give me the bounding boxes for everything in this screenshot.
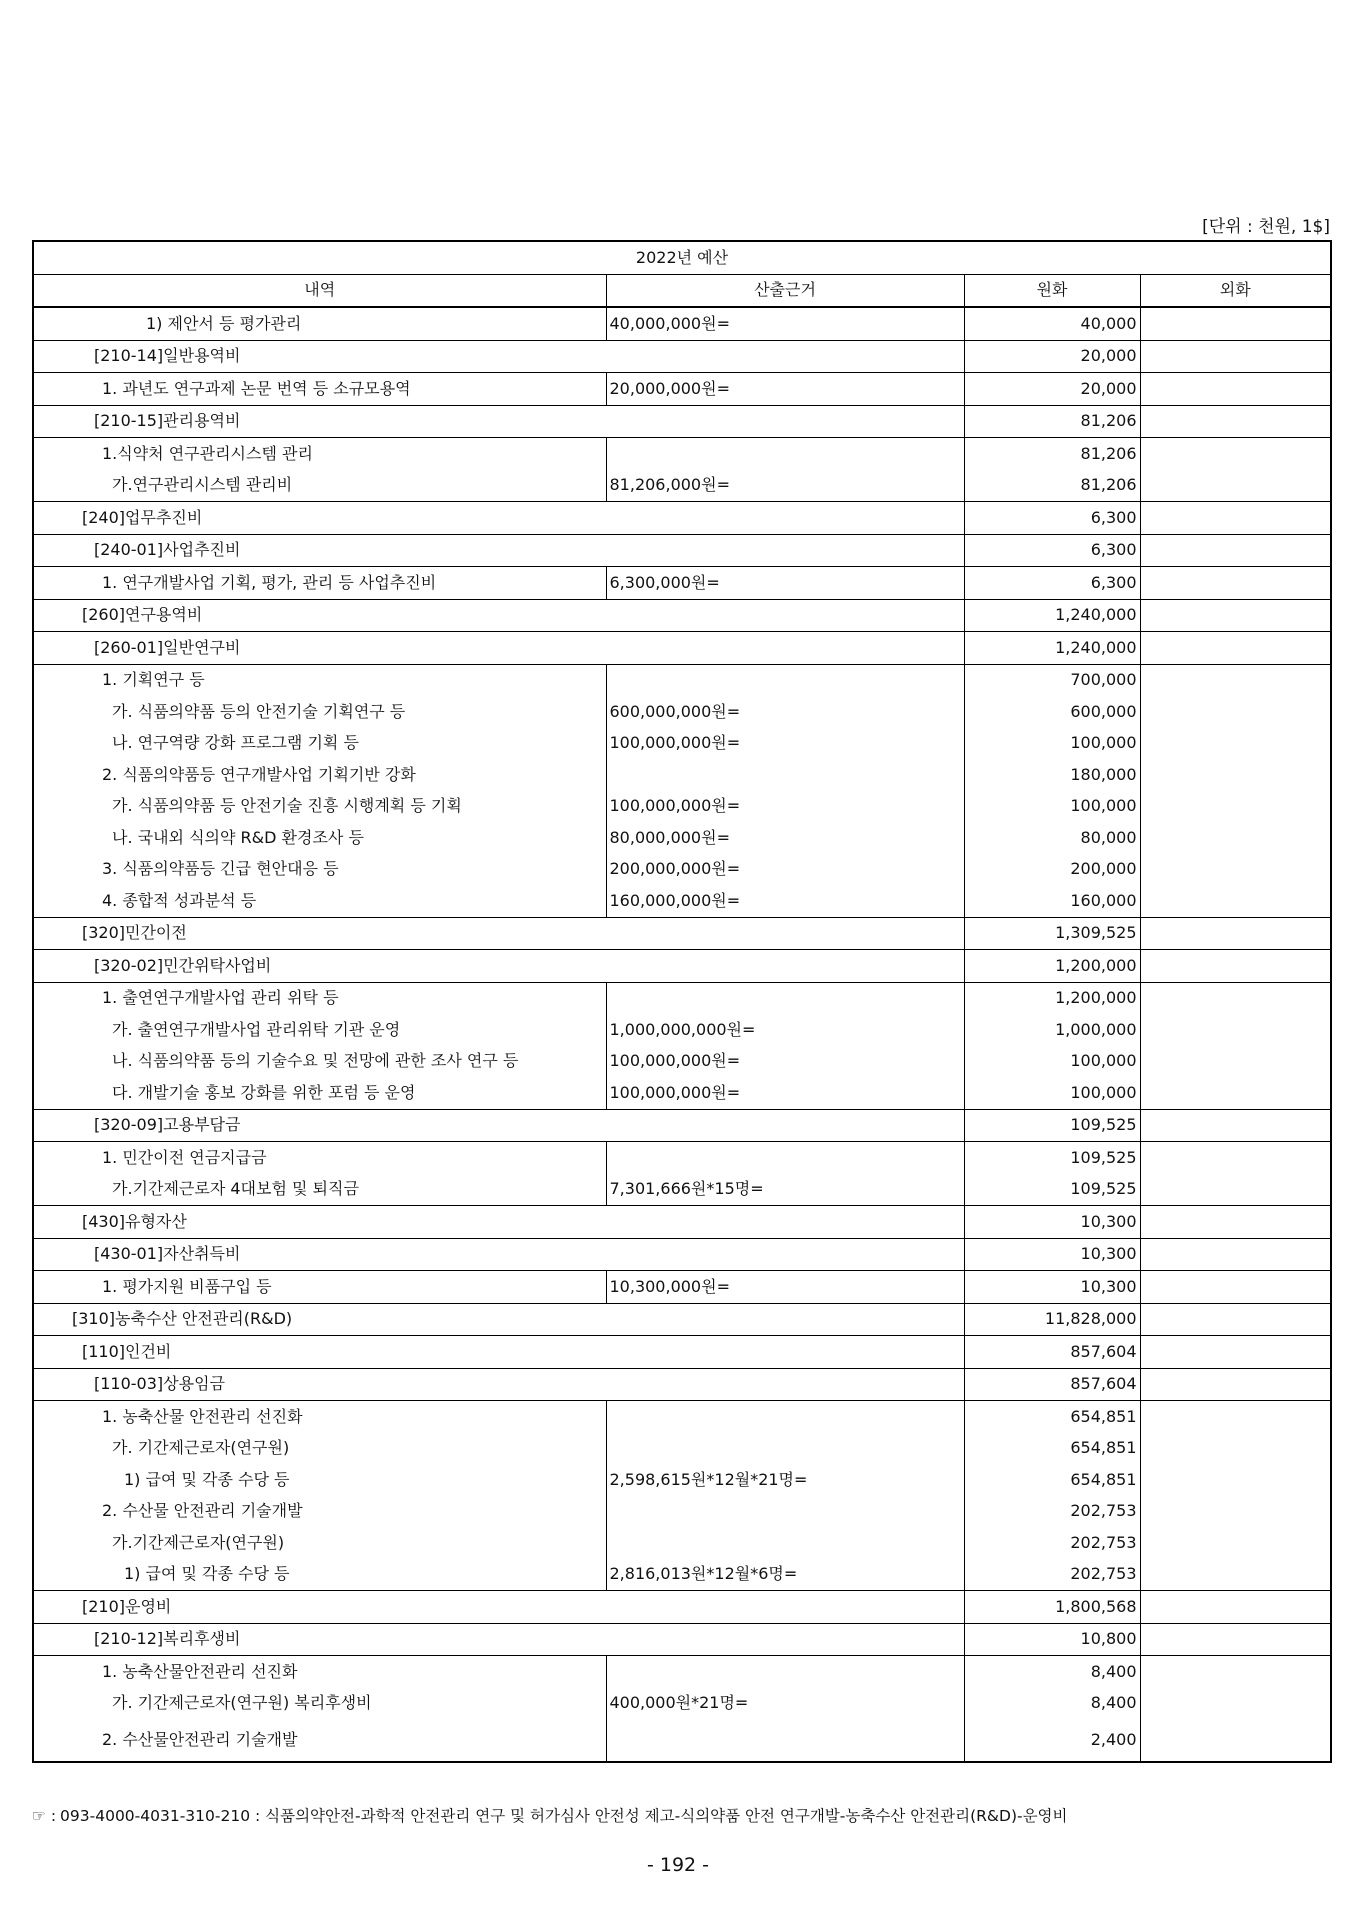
row-krw: 200,000 (964, 854, 1140, 886)
row-basis: 400,000원*21명= (606, 1688, 964, 1720)
budget-table (32, 240, 1332, 1763)
table-row (33, 885, 1331, 917)
table-row (33, 1206, 1331, 1239)
page-number: - 192 - (646, 1854, 710, 1876)
row-krw: 40,000 (964, 307, 1140, 340)
row-label: [210-14]일반용역비 (33, 340, 964, 373)
row-krw: 10,300 (964, 1271, 1140, 1304)
row-label: [310]농축수산 안전관리(R&D) (33, 1303, 964, 1336)
row-label: 1. 연구개발사업 기획, 평가, 관리 등 사업추진비 (33, 567, 606, 600)
row-krw: 6,300 (964, 534, 1140, 567)
row-krw: 109,525 (964, 1109, 1140, 1142)
row-krw: 160,000 (964, 885, 1140, 917)
row-label: 3. 식품의약품등 긴급 현안대응 등 (33, 854, 606, 886)
row-label: 나. 연구역량 강화 프로그램 기획 등 (33, 728, 606, 760)
row-krw: 100,000 (964, 1077, 1140, 1109)
row-krw: 81,206 (964, 470, 1140, 502)
row-basis (606, 1527, 964, 1559)
row-label: [110-03]상용임금 (33, 1368, 964, 1401)
row-label: 1. 기획연구 등 (33, 664, 606, 696)
row-label: [240]업무추진비 (33, 502, 964, 535)
row-krw: 6,300 (964, 567, 1140, 600)
row-foreign (1140, 1046, 1331, 1078)
footnote-pointer-icon: ☞ : (32, 1807, 57, 1825)
row-foreign (1140, 1719, 1331, 1762)
row-basis: 2,598,615원*12월*21명= (606, 1464, 964, 1496)
row-basis: 600,000,000원= (606, 696, 964, 728)
table-row (33, 1401, 1331, 1433)
table-row (33, 1303, 1331, 1336)
row-basis (606, 1433, 964, 1465)
row-label: 1) 급여 및 각종 수당 등 (33, 1559, 606, 1591)
row-krw: 1,240,000 (964, 632, 1140, 665)
row-foreign (1140, 1238, 1331, 1271)
row-krw: 1,800,568 (964, 1591, 1140, 1624)
table-row (33, 1142, 1331, 1174)
row-label: 가. 기간제근로자(연구원) (33, 1433, 606, 1465)
row-krw: 20,000 (964, 373, 1140, 406)
row-krw: 100,000 (964, 1046, 1140, 1078)
table-row (33, 599, 1331, 632)
row-label: 1. 과년도 연구과제 논문 번역 등 소규모용역 (33, 373, 606, 406)
row-krw: 202,753 (964, 1559, 1140, 1591)
table-row (33, 950, 1331, 983)
row-label: 2. 수산물 안전관리 기술개발 (33, 1496, 606, 1528)
row-krw: 857,604 (964, 1368, 1140, 1401)
row-basis (606, 438, 964, 470)
row-foreign (1140, 696, 1331, 728)
row-basis (606, 1719, 964, 1762)
row-basis: 6,300,000원= (606, 567, 964, 600)
row-label: 나. 국내외 식의약 R&D 환경조사 등 (33, 822, 606, 854)
row-krw: 1,200,000 (964, 950, 1140, 983)
row-krw: 654,851 (964, 1464, 1140, 1496)
row-krw: 600,000 (964, 696, 1140, 728)
table-row (33, 1496, 1331, 1528)
row-krw: 654,851 (964, 1401, 1140, 1433)
table-row (33, 534, 1331, 567)
row-foreign (1140, 599, 1331, 632)
row-krw: 10,300 (964, 1206, 1140, 1239)
table-row (33, 470, 1331, 502)
row-foreign (1140, 759, 1331, 791)
row-krw: 202,753 (964, 1527, 1140, 1559)
row-basis (606, 1142, 964, 1174)
row-foreign (1140, 917, 1331, 950)
row-krw: 2,400 (964, 1719, 1140, 1762)
row-basis (606, 1496, 964, 1528)
row-label: 가.연구관리시스템 관리비 (33, 470, 606, 502)
row-basis (606, 664, 964, 696)
table-row (33, 822, 1331, 854)
row-foreign (1140, 791, 1331, 823)
row-basis: 10,300,000원= (606, 1271, 964, 1304)
row-krw: 100,000 (964, 728, 1140, 760)
row-basis: 40,000,000원= (606, 307, 964, 340)
row-label: [320]민간이전 (33, 917, 964, 950)
row-krw: 81,206 (964, 405, 1140, 438)
row-foreign (1140, 950, 1331, 983)
row-krw: 202,753 (964, 1496, 1140, 1528)
row-foreign (1140, 1206, 1331, 1239)
table-row (33, 1174, 1331, 1206)
table-row (33, 1077, 1331, 1109)
row-krw: 654,851 (964, 1433, 1140, 1465)
table-row (33, 1623, 1331, 1656)
row-label: 다. 개발기술 홍보 강화를 위한 포럼 등 운영 (33, 1077, 606, 1109)
row-krw: 109,525 (964, 1174, 1140, 1206)
row-label: 가. 식품의약품 등의 안전기술 기획연구 등 (33, 696, 606, 728)
table-row (33, 1688, 1331, 1720)
row-label: [320-02]민간위탁사업비 (33, 950, 964, 983)
table-row (33, 340, 1331, 373)
row-foreign (1140, 1623, 1331, 1656)
table-row (33, 1368, 1331, 1401)
row-foreign (1140, 854, 1331, 886)
header-item: 내역 (33, 274, 606, 307)
row-foreign (1140, 373, 1331, 406)
table-row (33, 405, 1331, 438)
table-row (33, 1109, 1331, 1142)
table-row (33, 759, 1331, 791)
table-row (33, 791, 1331, 823)
header-foreign: 외화 (1140, 274, 1331, 307)
row-krw: 1,240,000 (964, 599, 1140, 632)
row-label: 가. 출연연구개발사업 관리위탁 기관 운영 (33, 1014, 606, 1046)
row-label: [430]유형자산 (33, 1206, 964, 1239)
row-foreign (1140, 1401, 1331, 1433)
row-krw: 10,300 (964, 1238, 1140, 1271)
row-krw: 20,000 (964, 340, 1140, 373)
row-krw: 8,400 (964, 1688, 1140, 1720)
table-row (33, 1591, 1331, 1624)
row-foreign (1140, 405, 1331, 438)
row-krw: 6,300 (964, 502, 1140, 535)
table-row (33, 502, 1331, 535)
table-row (33, 982, 1331, 1014)
row-foreign (1140, 534, 1331, 567)
header-krw: 원화 (964, 274, 1140, 307)
row-foreign (1140, 340, 1331, 373)
row-basis: 1,000,000,000원= (606, 1014, 964, 1046)
row-basis: 100,000,000원= (606, 791, 964, 823)
row-foreign (1140, 1496, 1331, 1528)
row-foreign (1140, 1109, 1331, 1142)
row-foreign (1140, 307, 1331, 340)
row-label: [430-01]자산취득비 (33, 1238, 964, 1271)
row-krw: 80,000 (964, 822, 1140, 854)
row-foreign (1140, 1591, 1331, 1624)
row-foreign (1140, 822, 1331, 854)
table-row (33, 632, 1331, 665)
row-label: 가.기간제근로자(연구원) (33, 1527, 606, 1559)
row-basis (606, 1656, 964, 1688)
row-basis: 200,000,000원= (606, 854, 964, 886)
footnote (32, 1804, 1068, 1826)
row-basis: 100,000,000원= (606, 1077, 964, 1109)
table-row (33, 728, 1331, 760)
row-label: 1. 평가지원 비품구입 등 (33, 1271, 606, 1304)
row-foreign (1140, 1014, 1331, 1046)
table-row (33, 1271, 1331, 1304)
row-label: 1. 농축산물안전관리 선진화 (33, 1656, 606, 1688)
table-row (33, 1238, 1331, 1271)
row-foreign (1140, 470, 1331, 502)
row-foreign (1140, 1464, 1331, 1496)
row-basis: 160,000,000원= (606, 885, 964, 917)
row-foreign (1140, 1368, 1331, 1401)
row-basis: 7,301,666원*15명= (606, 1174, 964, 1206)
row-foreign (1140, 982, 1331, 1014)
table-row (33, 696, 1331, 728)
row-label: 나. 식품의약품 등의 기술수요 및 전망에 관한 조사 연구 등 (33, 1046, 606, 1078)
row-krw: 1,200,000 (964, 982, 1140, 1014)
row-foreign (1140, 438, 1331, 470)
row-label: [210-15]관리용역비 (33, 405, 964, 438)
row-krw: 1,309,525 (964, 917, 1140, 950)
row-krw: 109,525 (964, 1142, 1140, 1174)
unit-note: [단위 : 천원, 1$] (1202, 217, 1330, 237)
table-row (33, 1014, 1331, 1046)
table-row (33, 1527, 1331, 1559)
row-basis (606, 1401, 964, 1433)
table-row (33, 917, 1331, 950)
row-label: 1. 농축산물 안전관리 선진화 (33, 1401, 606, 1433)
row-foreign (1140, 1559, 1331, 1591)
row-foreign (1140, 885, 1331, 917)
row-label: [260-01]일반연구비 (33, 632, 964, 665)
row-foreign (1140, 1656, 1331, 1688)
footnote-text: 093-4000-4031-310-210 : 식품의약안전-과학적 안전관리 연구 및 허가심사 안전성 제고-식의약품 안전 연구개발-농축수산 안전관리(R&D)-운영비 (60, 1807, 1068, 1825)
row-foreign (1140, 1077, 1331, 1109)
row-label: 4. 종합적 성과분석 등 (33, 885, 606, 917)
row-label: 2. 식품의약품등 연구개발사업 기획기반 강화 (33, 759, 606, 791)
row-krw: 700,000 (964, 664, 1140, 696)
row-label: [260]연구용역비 (33, 599, 964, 632)
table-row (33, 1464, 1331, 1496)
row-label: 1. 출연연구개발사업 관리 위탁 등 (33, 982, 606, 1014)
row-basis: 80,000,000원= (606, 822, 964, 854)
row-krw: 10,800 (964, 1623, 1140, 1656)
row-label: [320-09]고용부담금 (33, 1109, 964, 1142)
row-basis (606, 982, 964, 1014)
row-label: [210-12]복리후생비 (33, 1623, 964, 1656)
row-basis: 81,206,000원= (606, 470, 964, 502)
table-row (33, 1433, 1331, 1465)
row-foreign (1140, 502, 1331, 535)
table-row (33, 1559, 1331, 1591)
row-krw: 11,828,000 (964, 1303, 1140, 1336)
row-basis: 100,000,000원= (606, 1046, 964, 1078)
table-row (33, 854, 1331, 886)
row-foreign (1140, 1271, 1331, 1304)
row-label: 가. 식품의약품 등 안전기술 진흥 시행계획 등 기획 (33, 791, 606, 823)
row-basis: 2,816,013원*12월*6명= (606, 1559, 964, 1591)
table-row (33, 664, 1331, 696)
row-label: 2. 수산물안전관리 기술개발 (33, 1719, 606, 1762)
row-label: 가.기간제근로자 4대보험 및 퇴직금 (33, 1174, 606, 1206)
table-row (33, 1719, 1331, 1762)
row-label: 1) 제안서 등 평가관리 (33, 307, 606, 340)
row-label: [110]인건비 (33, 1336, 964, 1369)
row-foreign (1140, 664, 1331, 696)
row-krw: 8,400 (964, 1656, 1140, 1688)
row-foreign (1140, 1142, 1331, 1174)
row-label: 1.식약처 연구관리시스템 관리 (33, 438, 606, 470)
row-krw: 81,206 (964, 438, 1140, 470)
row-label: [210]운영비 (33, 1591, 964, 1624)
row-krw: 1,000,000 (964, 1014, 1140, 1046)
row-basis (606, 759, 964, 791)
table-row (33, 438, 1331, 470)
row-krw: 180,000 (964, 759, 1140, 791)
row-label: 가. 기간제근로자(연구원) 복리후생비 (33, 1688, 606, 1720)
table-row (33, 1336, 1331, 1369)
row-label: 1. 민간이전 연금지급금 (33, 1142, 606, 1174)
row-krw: 100,000 (964, 791, 1140, 823)
row-basis: 100,000,000원= (606, 728, 964, 760)
table-row (33, 567, 1331, 600)
row-foreign (1140, 728, 1331, 760)
row-foreign (1140, 632, 1331, 665)
table-row (33, 1656, 1331, 1688)
table-row (33, 373, 1331, 406)
row-basis: 20,000,000원= (606, 373, 964, 406)
row-foreign (1140, 567, 1331, 600)
table-row (33, 307, 1331, 340)
row-label: 1) 급여 및 각종 수당 등 (33, 1464, 606, 1496)
table-row (33, 1046, 1331, 1078)
row-foreign (1140, 1174, 1331, 1206)
row-label: [240-01]사업추진비 (33, 534, 964, 567)
row-foreign (1140, 1688, 1331, 1720)
header-basis: 산출근거 (606, 274, 964, 307)
row-foreign (1140, 1303, 1331, 1336)
row-foreign (1140, 1336, 1331, 1369)
table-title: 2022년 예산 (33, 241, 1331, 274)
row-foreign (1140, 1433, 1331, 1465)
row-krw: 857,604 (964, 1336, 1140, 1369)
row-foreign (1140, 1527, 1331, 1559)
